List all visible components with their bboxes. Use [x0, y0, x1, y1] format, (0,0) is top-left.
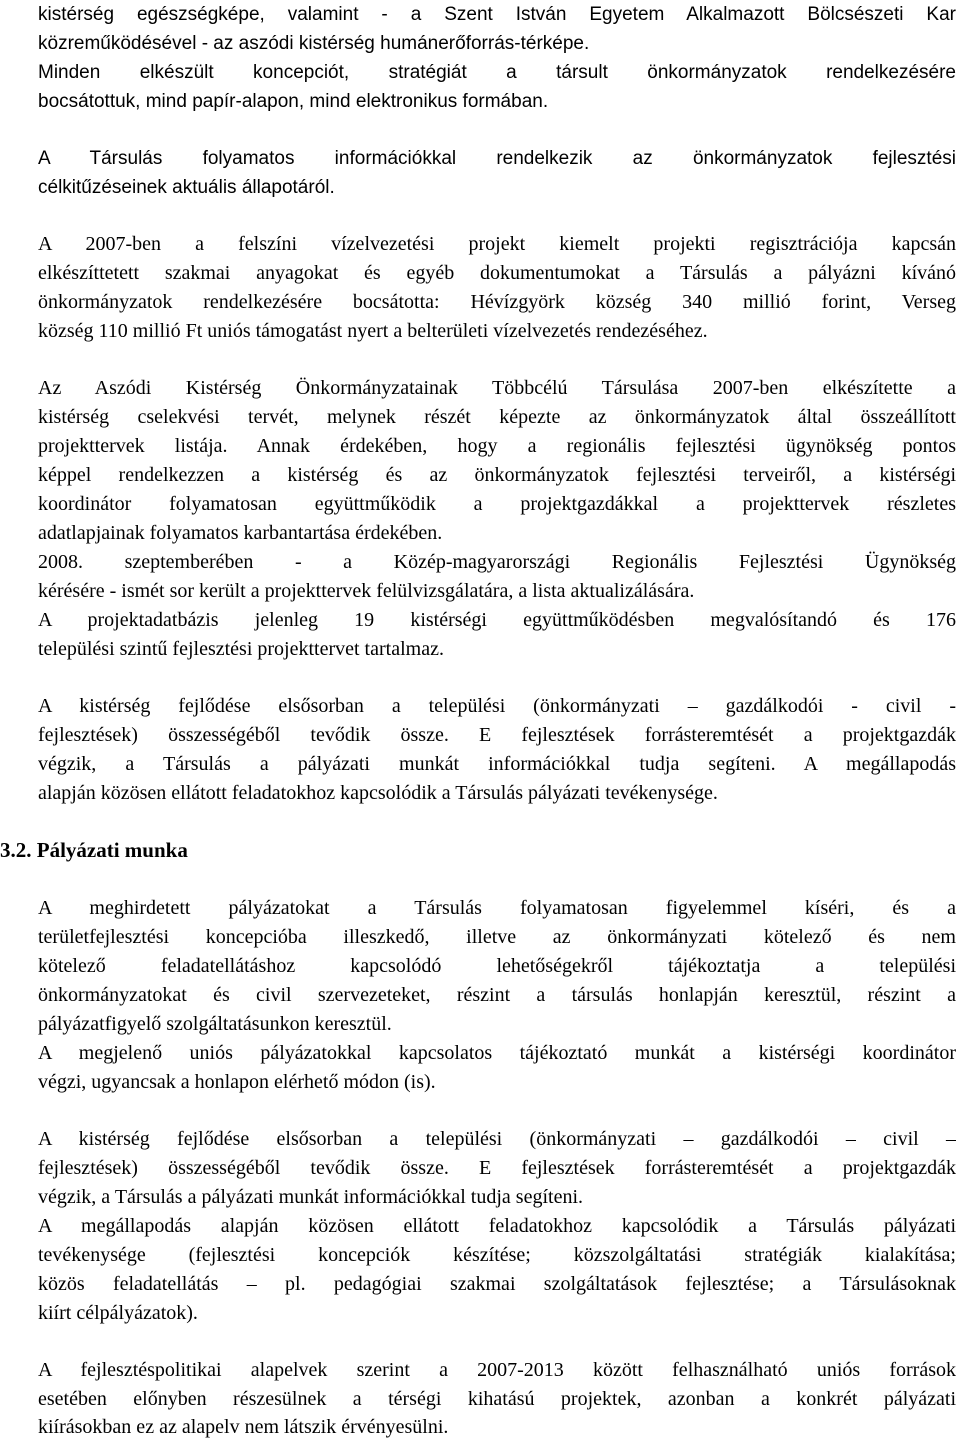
paragraph-line: A Társulás folyamatos információkkal rendelkezik az önkormányzatok fejlesztési — [38, 148, 956, 169]
paragraph-line: végzik, a Társulás a pályázati munkát információkkal tudja segíteni. A megállapodás — [38, 753, 956, 775]
paragraph-line: képpel rendelkezzen a kistérség és az önkormányzatok fejlesztési terveiről, a kistérségi — [38, 464, 956, 486]
paragraph-line: közös feladatellátás – pl. pedagógiai szakmai szolgáltatások fejlesztése; a Társulásoknak — [38, 1273, 956, 1295]
paragraph-line: fejlesztések) összességéből tevődik össze. E fejlesztések forrásteremtését a projektgazdák — [38, 1157, 956, 1179]
paragraph-line: A 2007-ben a felszíni vízelvezetési projekt kiemelt projekti regisztrációja kapcsán — [38, 233, 956, 255]
paragraph-line: közreműködésével - az aszódi kistérség humánerőforrás-térképe. — [38, 33, 590, 54]
paragraph-line: község 110 millió Ft uniós támogatást nyert a belterületi vízelvezetés rendezéséhez. — [38, 320, 708, 342]
paragraph-line: bocsátottuk, mind papír-alapon, mind elektronikus formában. — [38, 91, 549, 112]
paragraph-line: Minden elkészült koncepciót, stratégiát a társult önkormányzatok rendelkezésére — [38, 62, 956, 83]
paragraph-line: A kistérség fejlődése elsősorban a települési (önkormányzati – gazdálkodói – civil – — [38, 1128, 956, 1150]
paragraph-line: A megjelenő uniós pályázatokkal kapcsolatos tájékoztató munkát a kistérségi koordinátor — [38, 1042, 956, 1064]
paragraph-line: önkormányzatok rendelkezésére bocsátotta: Hévízgyörk község 340 millió forint, Verseg — [38, 291, 956, 313]
paragraph-line: Az Aszódi Kistérség Önkormányzatainak Többcélú Társulása 2007-ben elkészítette a — [38, 377, 956, 399]
paragraph-line: kistérség cselekvési tervét, melynek részét képezte az önkormányzatok által összeállított — [38, 406, 956, 428]
paragraph-line: A meghirdetett pályázatokat a Társulás folyamatosan figyelemmel kíséri, és a — [38, 897, 956, 919]
paragraph-line: kiírt célpályázatok). — [38, 1302, 198, 1324]
paragraph-line: önkormányzatokat és civil szervezeteket, részint a társulás honlapján keresztül, részint a — [38, 984, 956, 1006]
paragraph-line: adatlapjainak folyamatos karbantartása érdekében. — [38, 522, 443, 544]
paragraph-line: pályázatfigyelő szolgáltatásunkon keresztül. — [38, 1013, 392, 1035]
paragraph-line: települési szintű fejlesztési projekttervet tartalmaz. — [38, 638, 444, 660]
paragraph-line: célkitűzéseinek aktuális állapotáról. — [38, 177, 335, 198]
paragraph-line: A kistérség fejlődése elsősorban a települési (önkormányzati – gazdálkodói - civil - — [38, 695, 956, 717]
paragraph-line: elkészíttetett szakmai anyagokat és egyéb dokumentumokat a Társulás a pályázni kívánó — [38, 262, 956, 284]
paragraph-line: kötelező feladatellátáshoz kapcsolódó lehetőségekről tájékoztatja a települési — [38, 955, 956, 977]
paragraph-line: koordinátor folyamatosan együttműködik a projektgazdákkal a projekttervek részletes — [38, 493, 956, 515]
paragraph-line: esetében előnyben részesülnek a térségi kihatású projektek, azonban a konkrét pályázati — [38, 1388, 956, 1410]
paragraph-line: tevékenysége (fejlesztési koncepciók készítése; közszolgáltatási stratégiák kialakítása; — [38, 1244, 956, 1266]
paragraph-line: kistérség egészségképe, valamint - a Szent István Egyetem Alkalmazott Bölcsészeti Kar — [38, 4, 956, 25]
paragraph-line: 2008. szeptemberében - a Közép-magyarországi Regionális Fejlesztési Ügynökség — [38, 551, 956, 573]
paragraph-line: projekttervek listája. Annak érdekében, hogy a regionális fejlesztési ügynökség pontos — [38, 435, 956, 457]
paragraph-line: fejlesztések) összességéből tevődik össze. E fejlesztések forrásteremtését a projektgazdák — [38, 724, 956, 746]
paragraph-line: A projektadatbázis jelenleg 19 kistérségi együttműködésben megvalósítandó és 176 — [38, 609, 956, 631]
paragraph-line: A fejlesztéspolitikai alapelvek szerint a 2007-2013 között felhasználható uniós források — [38, 1359, 956, 1381]
paragraph-line: alapján közösen ellátott feladatokhoz kapcsolódik a Társulás pályázati tevékenysége. — [38, 782, 718, 804]
paragraph-line: A megállapodás alapján közösen ellátott feladatokhoz kapcsolódik a Társulás pályázati — [38, 1215, 956, 1237]
section-heading: 3.2. Pályázati munka — [0, 838, 188, 862]
paragraph-line: végzik, a Társulás a pályázati munkát információkkal tudja segíteni. — [38, 1186, 583, 1208]
paragraph-line: területfejlesztési koncepcióba illeszkedő, illetve az önkormányzati kötelező és nem — [38, 926, 956, 948]
paragraph-line: kérésére - ismét sor került a projekttervek felülvizsgálatára, a lista aktualizálására. — [38, 580, 695, 602]
paragraph-line: kiírásokban ez az alapelv nem látszik érvényesülni. — [38, 1416, 449, 1438]
paragraph-line: végzi, ugyancsak a honlapon elérhető módon (is). — [38, 1071, 436, 1093]
